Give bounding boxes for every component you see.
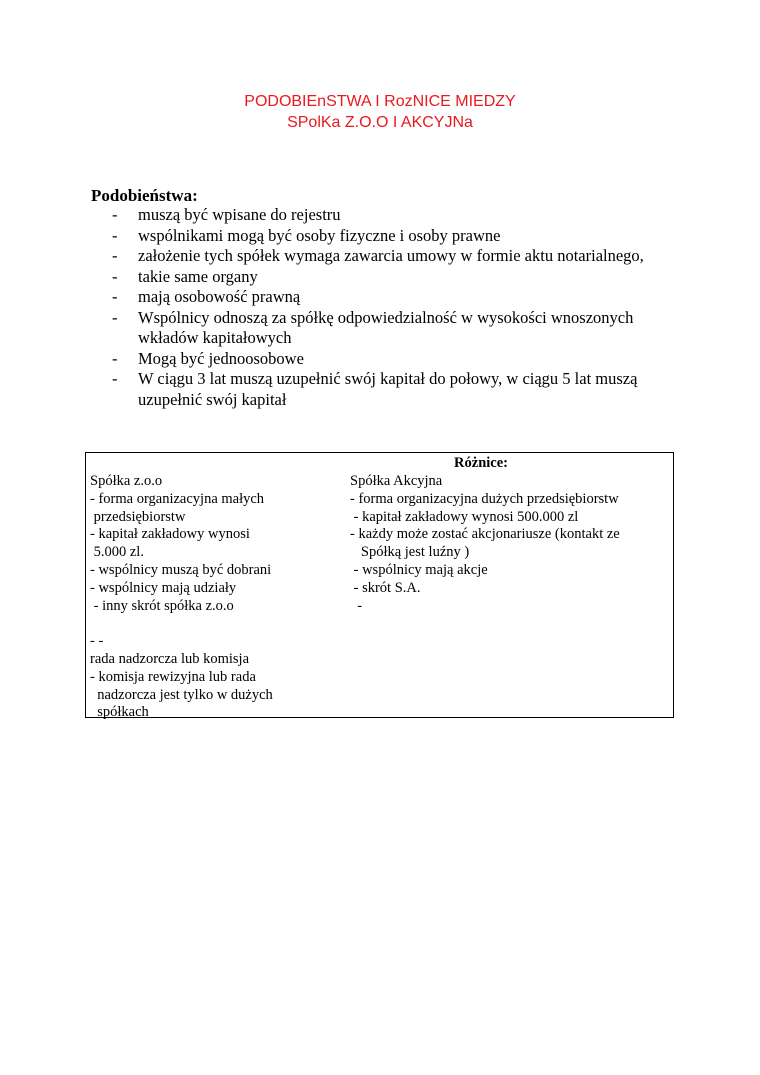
sa-line: Spółką jest luźny ) — [350, 544, 470, 561]
list-item — [91, 308, 651, 349]
similarities-list — [91, 205, 651, 410]
zoo-line: przedsiębiorstw — [90, 508, 186, 525]
zoo-line: spółkach — [90, 704, 149, 721]
zoo-line: - komisja rewizyjna lub rada — [90, 668, 256, 685]
list-item — [91, 349, 651, 370]
zoo-line: 5.000 zl. — [90, 544, 144, 561]
list-item-text: Mogą być jednoosobowe — [138, 348, 304, 368]
zoo-line: nadzorcza jest tylko w dużych — [90, 686, 273, 703]
differences-heading: Różnice: — [454, 455, 508, 471]
title-line-2: SPolKa Z.O.O I AKCYJNa — [287, 114, 473, 131]
similarities-heading: Podobieństwa: — [91, 186, 198, 205]
title-line-1: PODOBIEnSTWA I RozNICE MIEDZY — [244, 93, 516, 110]
differences-table — [85, 452, 674, 721]
list-item-text: muszą być wpisane do rejestru — [138, 205, 341, 224]
list-item-text: wspólnikami mogą być osoby fizyczne i osoby prawne — [138, 225, 501, 245]
list-item — [91, 246, 651, 267]
sa-line: - skrót S.A. — [350, 579, 421, 596]
list-item-text: Wspólnicy odnoszą za spółkę odpowiedzialność w wysokości wnoszonych wkładów kapitałowych — [138, 307, 634, 347]
document-title — [0, 91, 760, 133]
sa-line: - — [350, 597, 363, 614]
sa-column-header: Spółka Akcyjna — [350, 473, 443, 489]
list-dash: - — [112, 287, 118, 306]
sa-line: - kapitał zakładowy wynosi 500.000 zl — [350, 508, 579, 525]
sa-line: - forma organizacyjna dużych przedsiębiorstw — [350, 490, 619, 507]
list-item — [91, 205, 651, 226]
list-dash: - — [112, 369, 118, 388]
list-item-text: takie same organy — [138, 266, 258, 286]
zoo-line: - wspólnicy muszą być dobrani — [90, 561, 272, 578]
list-dash: - — [112, 266, 118, 286]
list-item — [91, 287, 651, 308]
zoo-line: - - — [90, 633, 104, 650]
zoo-column — [90, 473, 340, 722]
zoo-line: - forma organizacyjna małych — [90, 490, 265, 507]
list-item-text: założenie tych spółek wymaga zawarcia umowy w formie aktu notarialnego, — [138, 246, 644, 265]
list-dash: - — [112, 225, 118, 245]
list-dash: - — [112, 246, 118, 265]
zoo-line: - wspólnicy mają udziały — [90, 579, 237, 596]
list-item — [91, 369, 651, 410]
zoo-column-header: Spółka z.o.o — [90, 473, 163, 489]
sa-column — [350, 473, 670, 615]
list-item — [91, 267, 651, 288]
sa-line: - wspólnicy mają akcje — [350, 561, 488, 578]
sa-line: - każdy może zostać akcjonariusze (kontakt ze — [350, 526, 620, 543]
zoo-line — [90, 615, 340, 633]
zoo-line: - kapitał zakładowy wynosi — [90, 526, 250, 543]
list-dash: - — [112, 307, 118, 327]
list-dash: - — [112, 205, 118, 224]
list-item-text: W ciągu 3 lat muszą uzupełnić swój kapitał do połowy, w ciągu 5 lat muszą uzupełnić swój kapitał — [138, 369, 638, 409]
list-item — [91, 226, 651, 247]
zoo-line: rada nadzorcza lub komisja — [90, 650, 250, 667]
zoo-line: - inny skrót spółka z.o.o — [90, 597, 234, 614]
list-dash: - — [112, 348, 118, 368]
list-item-text: mają osobowość prawną — [138, 287, 301, 306]
